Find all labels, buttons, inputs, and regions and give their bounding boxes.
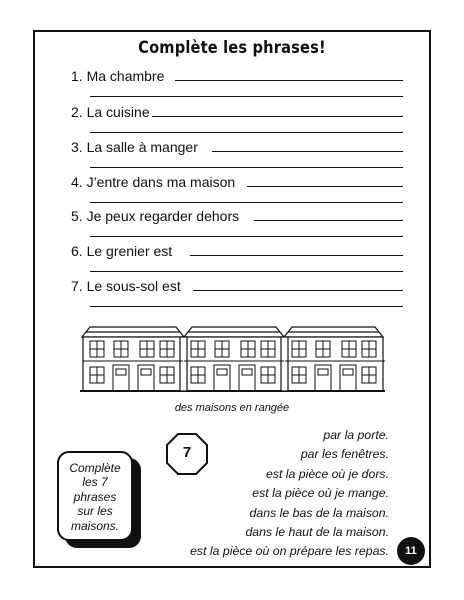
- illustration-caption: des maisons en rangée: [174, 402, 290, 414]
- answer-line[interactable]: [90, 132, 403, 133]
- question-1: 1. Ma chambre: [71, 68, 165, 84]
- ending-item: par la porte.: [323, 428, 389, 442]
- question-4: 4. J’entre dans ma maison: [71, 174, 236, 190]
- note-line: maisons.: [70, 518, 120, 533]
- ending-item: par les fenêtres.: [300, 447, 389, 462]
- answer-line[interactable]: [152, 116, 403, 117]
- sentence-endings: [190, 426, 389, 562]
- ending-item: dans le bas de la maison.: [249, 505, 389, 520]
- answer-line[interactable]: [175, 80, 403, 81]
- ending-item: dans le haut de la maison.: [245, 525, 389, 540]
- answer-line[interactable]: [212, 151, 403, 152]
- answer-line[interactable]: [254, 220, 403, 221]
- note-line: les 7: [82, 475, 108, 490]
- row-houses-illustration: [80, 325, 385, 393]
- ending-item: est la pièce où je dors.: [265, 466, 389, 481]
- answer-line[interactable]: [190, 255, 403, 256]
- answer-line[interactable]: [90, 306, 403, 307]
- answer-line[interactable]: [247, 186, 403, 187]
- question-7: 7. Le sous-sol est: [71, 278, 181, 294]
- answer-line[interactable]: [90, 167, 403, 168]
- answer-line[interactable]: [90, 202, 403, 203]
- answer-line[interactable]: [90, 96, 403, 97]
- note-line: phrases: [73, 489, 117, 504]
- instruction-note: [57, 451, 133, 541]
- note-line: Complète: [69, 461, 121, 475]
- question-6: 6. Le grenier est: [71, 243, 173, 259]
- answer-line[interactable]: [90, 271, 403, 272]
- question-2: 2. La cuisine: [71, 104, 150, 120]
- worksheet-title: Complète les phrases!: [138, 38, 326, 58]
- ending-item: est la pièce où on prépare les repas.: [190, 544, 389, 559]
- ending-item: est la pièce où je mange.: [252, 486, 389, 501]
- page-number-badge: 11: [397, 537, 425, 565]
- count-number: 7: [182, 444, 192, 461]
- question-5: 5. Je peux regarder dehors: [71, 208, 240, 224]
- question-3: 3. La salle à manger: [71, 139, 198, 155]
- note-line: sur les: [77, 504, 113, 519]
- answer-line[interactable]: [193, 290, 403, 291]
- answer-line[interactable]: [90, 236, 403, 237]
